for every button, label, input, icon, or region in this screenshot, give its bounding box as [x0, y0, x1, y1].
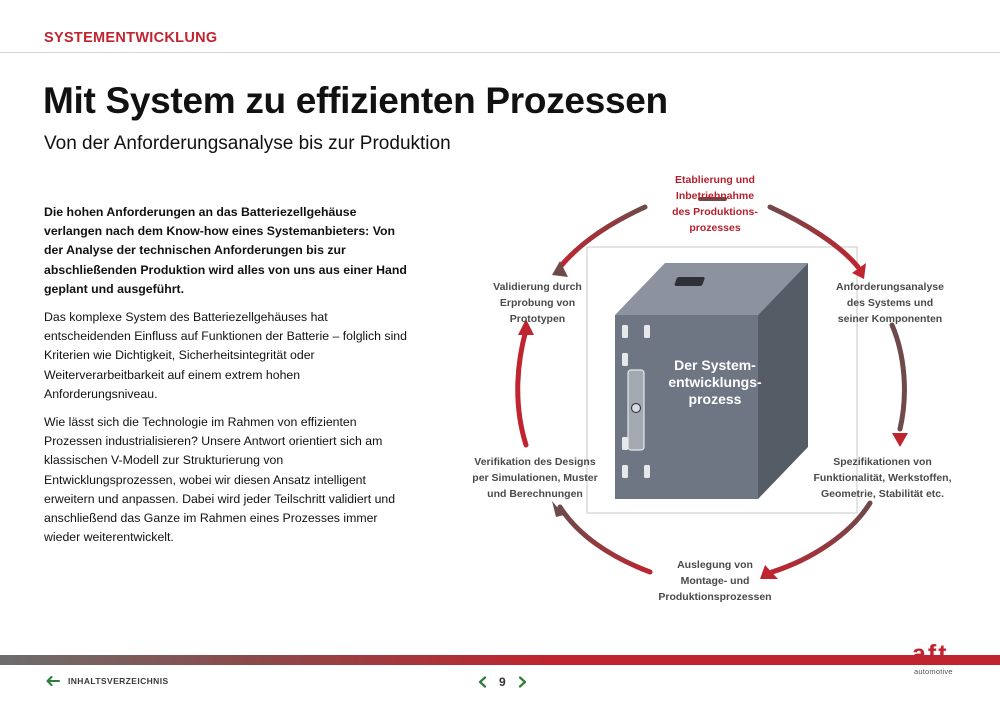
- paragraph-1: Das komplexe System des Batteriezellgehäuses hat entscheidenden Einfluss auf Funktionen der Batterie – folglich sind Kriterien wie Dichtigkeit, Sicherheitsintegrität oder Weiterverarbeitbarkeit auf einem extrem hohen Anforderungsniveau.: [44, 310, 407, 401]
- header-divider: [0, 52, 1000, 53]
- step-design-verification: Verifikation des Designs per Simulationen, Muster und Berechnungen: [472, 456, 598, 500]
- page-subtitle: Von der Anforderungsanalyse bis zur Produktion: [44, 133, 451, 154]
- center-caption: Der System- entwicklungs- prozess: [668, 357, 762, 407]
- company-logo: [912, 641, 958, 677]
- paragraph-2: Wie lässt sich die Technologie im Rahmen von effizienten Prozessen industrialisieren? Unsere Antwort orientiert sich am klassischen V-Modell zur Strukturierung von Entwicklungsprozessen, wobei wir diesen Ansatz intelligent erweitern und anpassen. Dabei wird jeder Teilschritt validiert und anschließend das Ganze im Rahmen eines Prozesses immer wieder weiterentwickelt.: [44, 415, 396, 545]
- step-specifications: Spezifikationen von Funktionalität, Werkstoffen, Geometrie, Stabilität etc.: [813, 456, 952, 500]
- page-number: 9: [499, 675, 506, 689]
- logo-subtitle: automotive: [914, 667, 953, 676]
- process-cycle-diagram: [460, 165, 960, 615]
- arrow-left-icon: [46, 676, 60, 686]
- toc-link-label: INHALTSVERZEICHNIS: [68, 676, 169, 686]
- page-title: Mit System zu effizienten Prozessen: [43, 80, 668, 121]
- step-process-design: Auslegung von Montage- und Produktionsprozessen: [658, 559, 772, 603]
- footer-bar: [0, 655, 1000, 665]
- section-header: SYSTEMENTWICKLUNG: [44, 30, 218, 46]
- pager: [478, 675, 527, 689]
- step-production-setup: Etablierung und Inbetriebnahme des Produktions- prozesses: [672, 174, 758, 234]
- body-text: [44, 203, 416, 556]
- prev-page-icon[interactable]: [478, 676, 487, 688]
- lead-paragraph: Die hohen Anforderungen an das Batteriezellgehäuse verlangen nach dem Know-how eines Systemanbieters: Von der Analyse der technischen Anforderungen bis zur abschließenden Produktion wird alles von uns aus einer Hand geplant und ausgeführt.: [44, 205, 407, 296]
- toc-link[interactable]: [46, 676, 169, 686]
- valve-icon: [632, 404, 641, 413]
- next-page-icon[interactable]: [518, 676, 527, 688]
- logo-letters: aft: [912, 640, 949, 668]
- top-slot: [674, 277, 705, 286]
- step-prototype-validation: Validierung durch Erprobung von Prototypen: [493, 281, 582, 325]
- step-requirements-analysis: Anforderungsanalyse des Systems und seiner Komponenten: [836, 281, 944, 325]
